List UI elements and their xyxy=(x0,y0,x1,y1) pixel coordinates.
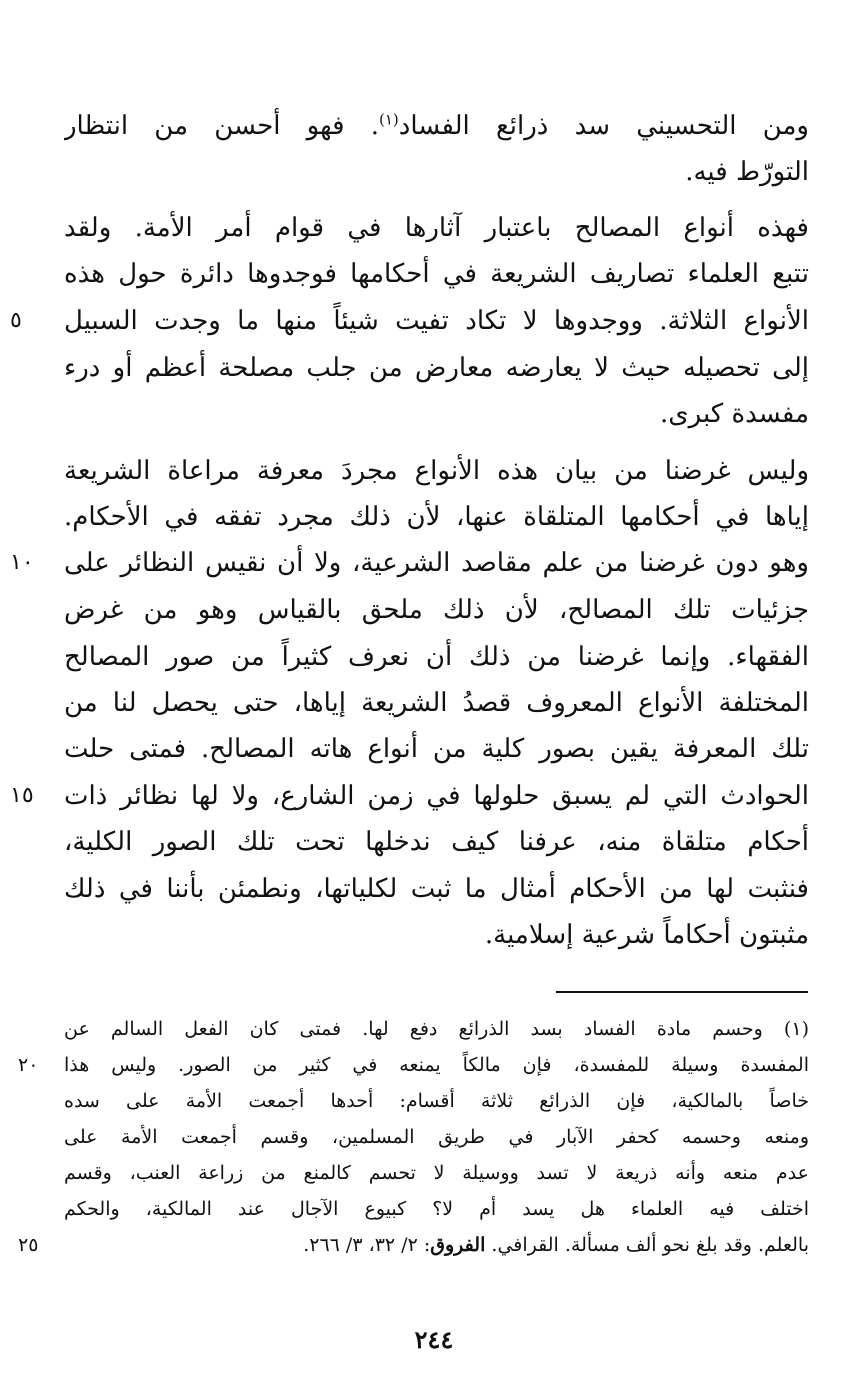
footnote-line: عدم منعه وأنه ذريعة لا تسد ووسيلة لا تحسم كالمنع من زراعة العنب، وقسم xyxy=(64,1162,809,1184)
footnote-line: اختلف فيه العلماء هل يسد أم لا؟ كبيوع الآجال عند المالكية، والحكم xyxy=(64,1198,809,1220)
footnote-line xyxy=(64,1230,809,1260)
line-number: ٢٠ xyxy=(18,1054,39,1076)
text-segment: ومن التحسيني سد ذرائع الفساد xyxy=(398,111,809,141)
footnote-line: (١) وحسم مادة الفساد بسد الذرائع دفع لها. فمتى كان الفعل السالم عن xyxy=(64,1018,809,1040)
text-line: مثبتون أحكاماً شرعية إسلامية. xyxy=(484,920,809,950)
text-line xyxy=(64,106,809,146)
text-line: تلك المعرفة يقين بصور كلية من أنواع هاته المصالح. فمتى حلت xyxy=(64,734,809,764)
text-line: مفسدة كبرى. xyxy=(660,399,809,429)
text-line: وليس غرضنا من بيان هذه الأنواع مجردَ معرفة مراعاة الشريعة xyxy=(64,456,809,486)
text-segment: . فهو أحسن من انتظار xyxy=(64,111,379,141)
text-line: فنثبت لها من الأحكام أمثال ما ثبت لكلياتها، ونطمئن بأننا في ذلك xyxy=(64,874,809,904)
footnote-line: خاصاً بالمالكية، فإن الذرائع ثلاثة أقسام: أحدها أجمعت الأمة على سده xyxy=(64,1090,809,1112)
text-line: الأنواع الثلاثة. ووجدوها لا تكاد تفيت شيئاً منها ما وجدت السبيل xyxy=(64,306,809,336)
text-line: المختلفة الأنواع المعروف قصدُ الشريعة إياها، حتى يحصل لنا من xyxy=(64,688,809,718)
text-segment: بالعلم. وقد بلغ نحو ألف مسألة. القرافي. xyxy=(485,1234,809,1256)
text-line: وهو دون غرضنا من علم مقاصد الشرعية، ولا أن نقيس النظائر على xyxy=(64,548,809,578)
page-number: ٢٤٤ xyxy=(414,1325,454,1354)
text-line: فهذه أنواع المصالح باعتبار آثارها في قوام أمر الأمة. ولقد xyxy=(64,213,809,243)
footnote-ref: (١) xyxy=(378,110,399,129)
text-line: إياها في أحكامها المتلقاة عنها، لأن ذلك مجرد تفقه في الأحكام. xyxy=(64,502,809,532)
text-line: جزئيات تلك المصالح، لأن ذلك ملحق بالقياس وهو من غرض xyxy=(64,595,809,625)
text-line: الحوادث التي لم يسبق حلولها في زمن الشارع، ولا لها نظائر ذات xyxy=(64,781,809,811)
text-line: أحكام متلقاة منه، عرفنا كيف ندخلها تحت تلك الصور الكلية، xyxy=(64,827,809,857)
book-title: الفروق xyxy=(430,1234,486,1256)
footnote-line: المفسدة وسيلة للمفسدة، فإن مالكاً يمنعه في كثير من الصور. وليس هذا xyxy=(64,1054,809,1076)
line-number: ١٥ xyxy=(10,783,34,808)
text-segment: : ٢/ ٣٢، ٣/ ٢٦٦. xyxy=(303,1234,431,1256)
text-line: إلى تحصيله حيث لا يعارضه معارض من جلب مصلحة أعظم أو درء xyxy=(64,353,809,383)
footnote-separator xyxy=(556,991,808,993)
line-number: ١٠ xyxy=(10,550,34,575)
line-number: ٢٥ xyxy=(18,1234,39,1256)
line-number: ٥ xyxy=(10,308,22,333)
text-line: التورّط فيه. xyxy=(685,157,809,187)
text-line: الفقهاء. وإنما غرضنا من ذلك أن نعرف كثيراً من صور المصالح xyxy=(64,642,809,672)
footnote-line: ومنعه وحسمه كحفر الآبار في طريق المسلمين، وقسم أجمعت الأمة على xyxy=(64,1126,809,1148)
text-line: تتبع العلماء تصاريف الشريعة في أحكامها فوجدوها دائرة حول هذه xyxy=(64,259,809,289)
